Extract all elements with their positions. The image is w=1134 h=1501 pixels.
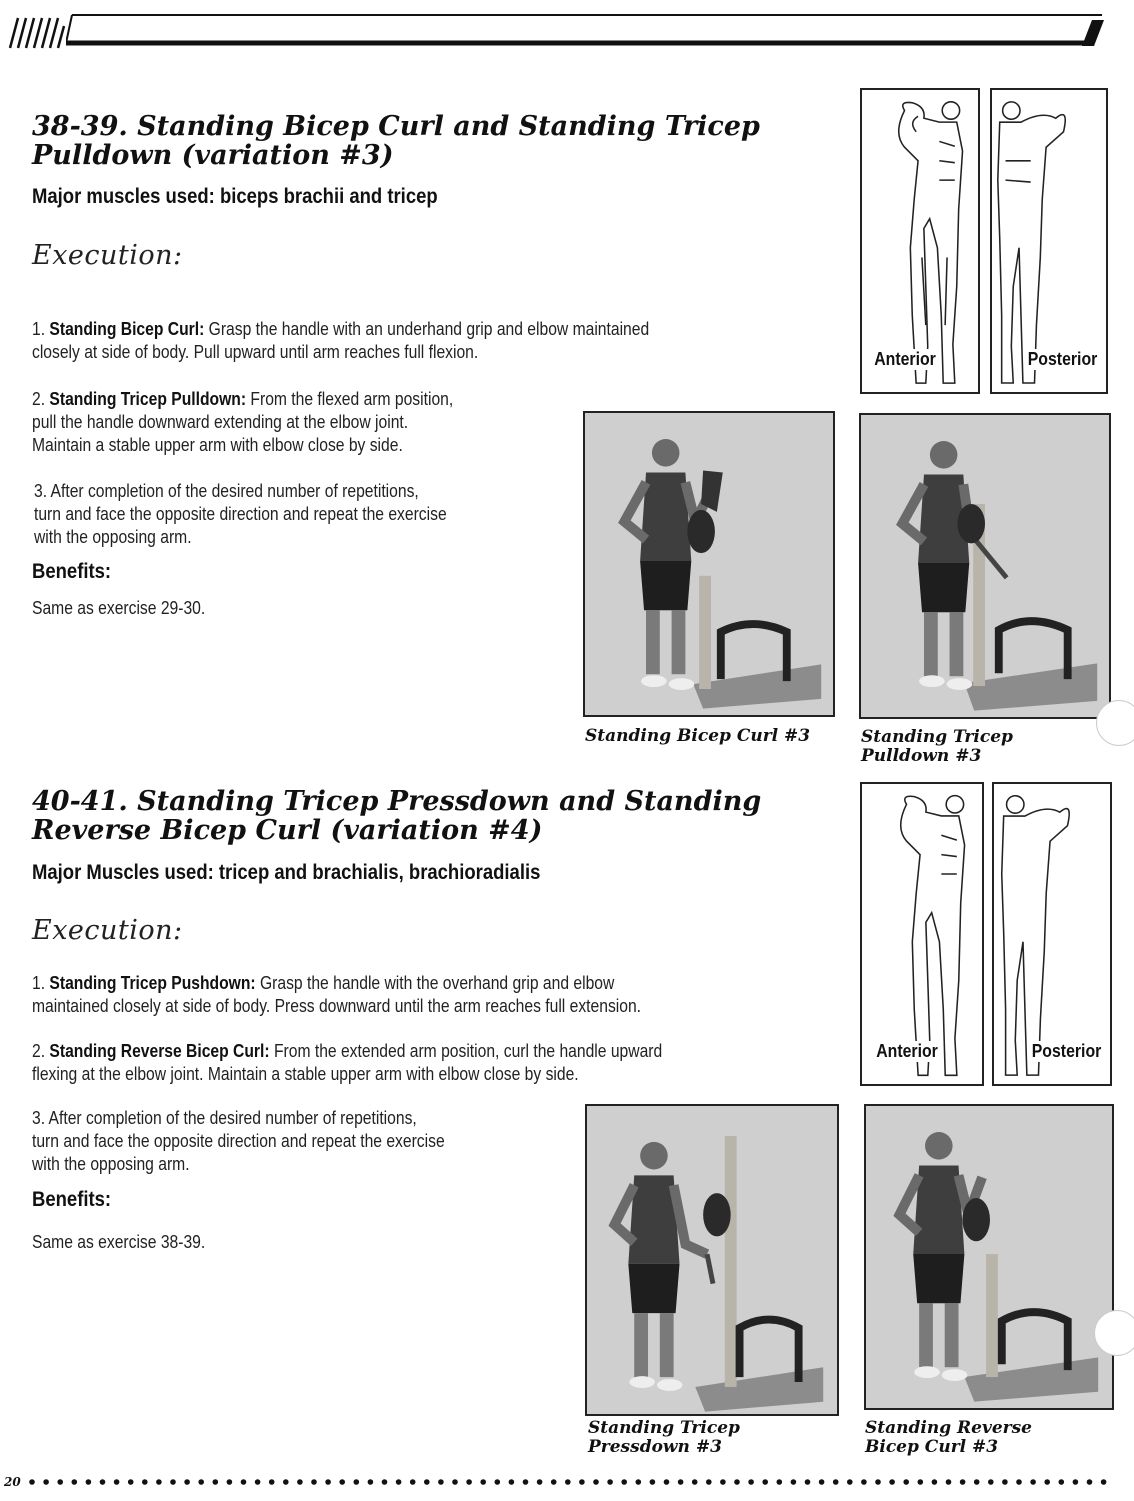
footer-dot: [396, 1479, 402, 1485]
footer-dot: [875, 1479, 881, 1485]
section2-step-2: [32, 1040, 815, 1086]
anatomy-posterior-label: Posterior: [1027, 349, 1098, 369]
footer-dot: [607, 1479, 613, 1485]
footer-dot: [509, 1479, 515, 1485]
step-text: pull the handle downward extending at the elbow joint.: [32, 412, 409, 432]
footer-dot: [100, 1479, 106, 1485]
footer-dot: [579, 1479, 585, 1485]
section2-title-line1: 40-41. Standing Tricep Pressdown and Standing: [32, 786, 762, 817]
step-number: 2.: [32, 389, 46, 409]
caption-standing-tricep-pressdown: [588, 1419, 740, 1457]
footer-dot: [227, 1479, 233, 1485]
footer-dot-rule: [28, 1477, 1118, 1487]
photo-standing-tricep-pulldown: [859, 413, 1111, 719]
section1-benefits-heading: Benefits:: [32, 560, 112, 583]
photo-illustration: [866, 1106, 1112, 1408]
step-number: 2.: [32, 1041, 46, 1061]
footer-dot: [748, 1479, 754, 1485]
footer-dot: [1030, 1479, 1036, 1485]
page-number: 20: [4, 1475, 21, 1489]
footer-dot: [692, 1479, 698, 1485]
footer-dot: [495, 1479, 501, 1485]
footer-dot: [368, 1479, 374, 1485]
footer-dot: [805, 1479, 811, 1485]
section2-step-1: [32, 972, 815, 1018]
caption-line: Pressdown #3: [588, 1437, 722, 1457]
photo-illustration: [585, 413, 833, 715]
footer-dot: [156, 1479, 162, 1485]
footer-dot: [861, 1479, 867, 1485]
footer-dot: [650, 1479, 656, 1485]
caption-standing-bicep-curl: Standing Bicep Curl #3: [585, 726, 811, 746]
caption-line: Standing Reverse: [865, 1418, 1032, 1438]
step-text: After completion of the desired number of repetitions,: [48, 1108, 417, 1128]
photo-standing-bicep-curl: [583, 411, 835, 717]
section1-muscles: Major muscles used: biceps brachii and tricep: [32, 185, 438, 208]
step-text: Grasp the handle with the overhand grip and elbow: [259, 973, 615, 993]
step-text: flexing at the elbow joint. Maintain a stable upper arm with elbow close by side.: [32, 1064, 579, 1084]
footer-dot: [1101, 1479, 1107, 1485]
footer-dot: [72, 1479, 78, 1485]
footer-dot: [382, 1479, 388, 1485]
photo-illustration: [861, 415, 1109, 717]
step-number: 1.: [32, 973, 46, 993]
footer-dot: [241, 1479, 247, 1485]
step-text: closely at side of body. Pull upward until arm reaches full flexion.: [32, 342, 479, 362]
footer-dot: [960, 1479, 966, 1485]
anatomy-anterior-label: Anterior: [874, 349, 936, 369]
footer-dot: [452, 1479, 458, 1485]
section2-muscles: Major Muscles used: tricep and brachialis, brachioradialis: [32, 861, 541, 884]
footer-dot: [43, 1479, 49, 1485]
step-number: 3.: [34, 481, 48, 501]
caption-standing-tricep-pulldown: [861, 728, 1013, 766]
photo-standing-tricep-pressdown: [585, 1104, 839, 1416]
step-text: From the extended arm position, curl the handle upward: [273, 1041, 663, 1061]
step-title: Standing Tricep Pushdown:: [49, 973, 256, 993]
footer-dot: [621, 1479, 627, 1485]
caption-line: Pulldown #3: [861, 746, 982, 766]
step-text: turn and face the opposite direction and repeat the exercise: [34, 504, 447, 524]
footer-dot: [777, 1479, 783, 1485]
footer-dot: [946, 1479, 952, 1485]
footer-dot: [523, 1479, 529, 1485]
footer-dot: [114, 1479, 120, 1485]
footer-dot: [354, 1479, 360, 1485]
binder-hole: [1094, 1310, 1134, 1356]
footer-dot: [283, 1479, 289, 1485]
footer-dot: [664, 1479, 670, 1485]
step-title: Standing Bicep Curl:: [49, 319, 205, 339]
footer-dot: [636, 1479, 642, 1485]
step-number: 1.: [32, 319, 46, 339]
step-text: Maintain a stable upper arm with elbow close by side.: [32, 435, 403, 455]
footer-dot: [410, 1479, 416, 1485]
footer-dot: [29, 1479, 35, 1485]
footer-dot: [325, 1479, 331, 1485]
section1-title: [32, 112, 832, 170]
caption-standing-reverse-bicep-curl: [865, 1419, 1032, 1457]
footer-dot: [1002, 1479, 1008, 1485]
footer-dot: [791, 1479, 797, 1485]
photo-illustration: [587, 1106, 837, 1414]
footer-dot: [565, 1479, 571, 1485]
caption-line: Standing Tricep: [588, 1418, 740, 1438]
section1-step-2: [32, 388, 571, 457]
step-text: maintained closely at side of body. Press downward until the arm reaches full extension.: [32, 996, 642, 1016]
step-title: Standing Tricep Pulldown:: [49, 389, 247, 409]
anatomy-anterior-label: Anterior: [876, 1041, 938, 1061]
anatomy-posterior-label: Posterior: [1031, 1041, 1102, 1061]
step-number: 3.: [32, 1108, 46, 1128]
footer-dot: [932, 1479, 938, 1485]
anatomy-posterior-panel-1: [990, 88, 1108, 394]
step-text: After completion of the desired number of repetitions,: [50, 481, 419, 501]
section2-step-3: [32, 1107, 571, 1176]
footer-dot: [678, 1479, 684, 1485]
footer-dot: [1016, 1479, 1022, 1485]
section1-step-1: [32, 318, 798, 364]
footer-dot: [128, 1479, 134, 1485]
footer-dot: [762, 1479, 768, 1485]
anatomy-anterior-figure: [862, 90, 978, 392]
footer-dot: [706, 1479, 712, 1485]
step-text: Grasp the handle with an underhand grip and elbow maintained: [208, 319, 650, 339]
section2-title-line2: Reverse Bicep Curl (variation #4): [32, 815, 543, 846]
anatomy-anterior-figure: [862, 784, 982, 1084]
footer-dot: [142, 1479, 148, 1485]
step-text: From the flexed arm position,: [250, 389, 454, 409]
anatomy-posterior-panel-2: [992, 782, 1112, 1086]
footer-dot: [833, 1479, 839, 1485]
footer-dot: [593, 1479, 599, 1485]
footer-dot: [988, 1479, 994, 1485]
footer-dot: [974, 1479, 980, 1485]
section2-benefits-text: Same as exercise 38-39.: [32, 1232, 206, 1252]
footer-dot: [1073, 1479, 1079, 1485]
section2-benefits-heading: Benefits:: [32, 1188, 112, 1211]
header-hatch-decoration: [4, 14, 66, 50]
footer-dot: [551, 1479, 557, 1485]
footer-dot: [438, 1479, 444, 1485]
footer-dot: [847, 1479, 853, 1485]
footer-dot: [918, 1479, 924, 1485]
step-text: with the opposing arm.: [34, 527, 192, 547]
footer-dot: [170, 1479, 176, 1485]
anatomy-anterior-panel-2: [860, 782, 984, 1086]
footer-dot: [889, 1479, 895, 1485]
footer-dot: [1087, 1479, 1093, 1485]
step-text: turn and face the opposite direction and repeat the exercise: [32, 1131, 445, 1151]
footer-dot: [1044, 1479, 1050, 1485]
footer-dot: [184, 1479, 190, 1485]
section2-title: [32, 787, 832, 845]
footer-dot: [424, 1479, 430, 1485]
footer-dot: [734, 1479, 740, 1485]
footer-dot: [339, 1479, 345, 1485]
footer-dot: [720, 1479, 726, 1485]
section1-title-line1: 38-39. Standing Bicep Curl and Standing Tricep: [32, 111, 760, 142]
anatomy-posterior-figure: [992, 90, 1106, 392]
section1-title-line2: Pulldown (variation #3): [32, 140, 394, 171]
step-text: with the opposing arm.: [32, 1154, 190, 1174]
anatomy-posterior-figure: [994, 784, 1110, 1084]
photo-standing-reverse-bicep-curl: [864, 1104, 1114, 1410]
section1-execution-label: Execution:: [32, 240, 183, 271]
footer-dot: [86, 1479, 92, 1485]
footer-dot: [480, 1479, 486, 1485]
footer-dot: [311, 1479, 317, 1485]
caption-line: Bicep Curl #3: [865, 1437, 999, 1457]
footer-dot: [213, 1479, 219, 1485]
footer-dot: [903, 1479, 909, 1485]
footer-dot: [819, 1479, 825, 1485]
footer-dot: [1059, 1479, 1065, 1485]
footer-dot: [466, 1479, 472, 1485]
footer-dot: [255, 1479, 261, 1485]
binder-hole: [1096, 700, 1134, 746]
footer-dot: [198, 1479, 204, 1485]
anatomy-anterior-panel-1: [860, 88, 980, 394]
header-bar: [66, 12, 1106, 48]
step-title: Standing Reverse Bicep Curl:: [49, 1041, 270, 1061]
footer-dot: [57, 1479, 63, 1485]
section1-benefits-text: Same as exercise 29-30.: [32, 598, 206, 618]
caption-line: Standing Tricep: [861, 727, 1013, 747]
footer-dot: [537, 1479, 543, 1485]
footer-dot: [269, 1479, 275, 1485]
section1-step-3: [34, 480, 573, 549]
footer-dot: [297, 1479, 303, 1485]
section2-execution-label: Execution:: [32, 915, 183, 946]
